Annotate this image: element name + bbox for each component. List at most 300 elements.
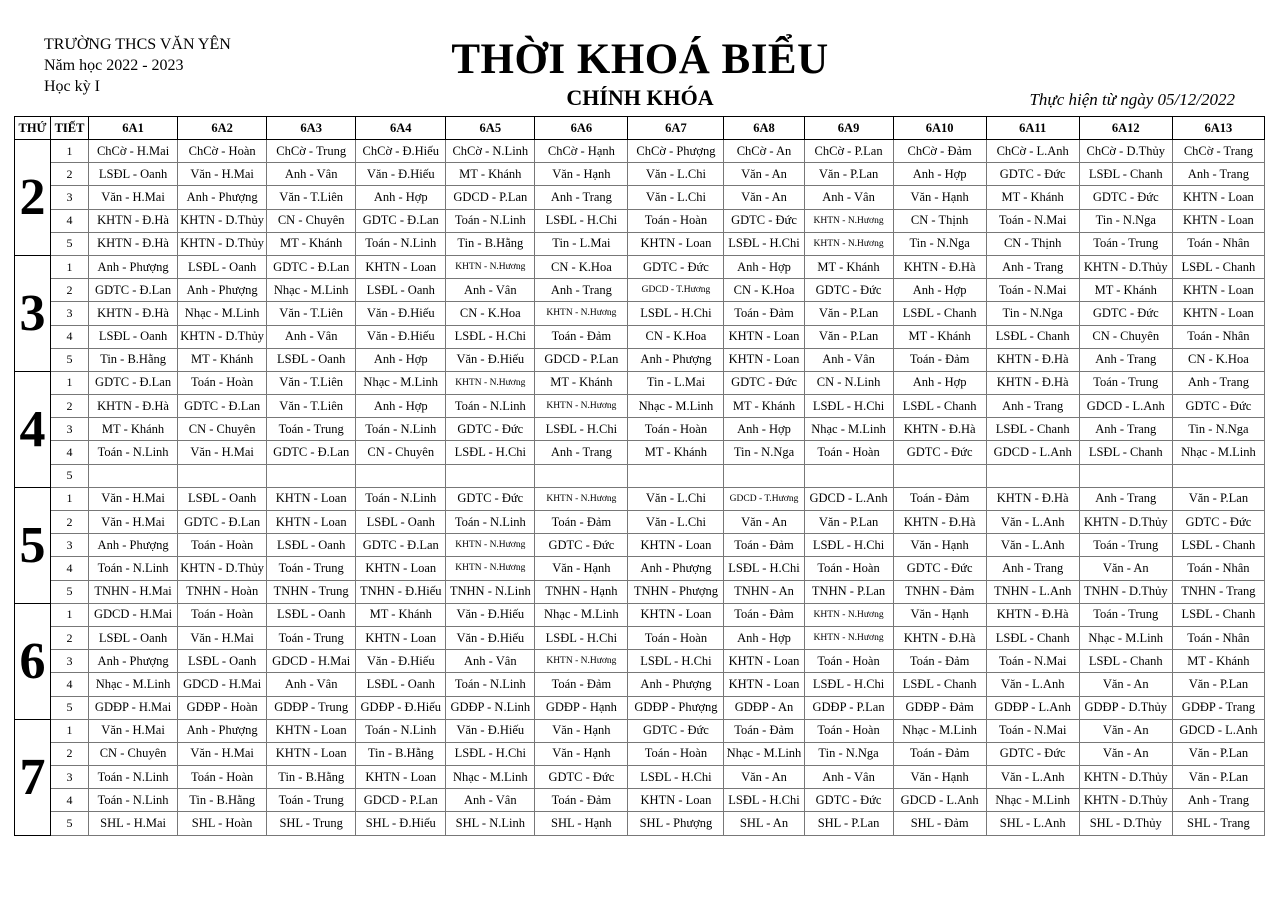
lesson-cell: KHTN - D.Thủy	[178, 557, 267, 580]
lesson-cell	[986, 464, 1079, 487]
lesson-cell: KHTN - Loan	[724, 325, 804, 348]
lesson-cell: GDTC - Đ.Lan	[178, 511, 267, 534]
timetable-row	[15, 650, 1265, 673]
period-number: 3	[51, 418, 89, 441]
lesson-cell: MT - Khánh	[986, 186, 1079, 209]
lesson-cell: Nhạc - M.Linh	[804, 418, 893, 441]
lesson-cell: LSĐL - Chanh	[1079, 650, 1172, 673]
lesson-cell: Văn - L.Chi	[628, 186, 724, 209]
lesson-cell: TNHN - Trung	[267, 580, 356, 603]
lesson-cell: LSĐL - Oanh	[178, 255, 267, 278]
lesson-cell: Anh - Phượng	[178, 279, 267, 302]
lesson-cell: Văn - P.Lan	[1172, 487, 1264, 510]
lesson-cell: SHL - P.Lan	[804, 812, 893, 835]
lesson-cell: Toán - N.Linh	[89, 557, 178, 580]
class-header: 6A10	[893, 117, 986, 140]
lesson-cell: Nhạc - M.Linh	[1172, 441, 1264, 464]
lesson-cell: GDCD - L.Anh	[893, 789, 986, 812]
lesson-cell: Anh - Trang	[1172, 789, 1264, 812]
lesson-cell: Anh - Hợp	[893, 163, 986, 186]
timetable-row	[15, 163, 1265, 186]
class-header: 6A6	[535, 117, 628, 140]
lesson-cell	[628, 464, 724, 487]
lesson-cell: GDTC - Đức	[804, 279, 893, 302]
lesson-cell: KHTN - Loan	[356, 626, 446, 649]
lesson-cell: Anh - Phượng	[89, 650, 178, 673]
lesson-cell: KHTN - Đ.Hà	[893, 255, 986, 278]
lesson-cell: Nhạc - M.Linh	[178, 302, 267, 325]
lesson-cell: LSĐL - Oanh	[267, 534, 356, 557]
lesson-cell: TNHN - L.Anh	[986, 580, 1079, 603]
class-header: 6A13	[1172, 117, 1264, 140]
lesson-cell: Toán - Hoàn	[804, 719, 893, 742]
lesson-cell: LSĐL - Chanh	[986, 626, 1079, 649]
lesson-cell: CN - K.Hoa	[1172, 348, 1264, 371]
lesson-cell: Văn - An	[1079, 742, 1172, 765]
lesson-cell: Văn - An	[724, 766, 804, 789]
lesson-cell: Văn - Đ.Hiếu	[356, 163, 446, 186]
lesson-cell: KHTN - Loan	[267, 511, 356, 534]
timetable-row	[15, 534, 1265, 557]
lesson-cell: Toán - Đảm	[535, 325, 628, 348]
lesson-cell: GDTC - Đức	[628, 719, 724, 742]
lesson-cell: KHTN - Đ.Hà	[986, 603, 1079, 626]
lesson-cell: LSĐL - H.Chi	[628, 302, 724, 325]
timetable-row	[15, 580, 1265, 603]
lesson-cell: Toán - N.Linh	[89, 789, 178, 812]
lesson-cell: Anh - Hợp	[356, 186, 446, 209]
lesson-cell: Văn - Đ.Hiếu	[356, 302, 446, 325]
lesson-cell: Văn - L.Anh	[986, 673, 1079, 696]
lesson-cell: SHL - N.Linh	[446, 812, 535, 835]
timetable-row	[15, 766, 1265, 789]
lesson-cell: CN - Thịnh	[986, 232, 1079, 255]
lesson-cell: Tin - B.Hằng	[178, 789, 267, 812]
lesson-cell: MT - Khánh	[267, 232, 356, 255]
lesson-cell: KHTN - Loan	[267, 742, 356, 765]
lesson-cell: ChCờ - Đ.Hiếu	[356, 140, 446, 163]
day-label: 6	[15, 603, 51, 719]
lesson-cell: CN - K.Hoa	[724, 279, 804, 302]
lesson-cell: ChCờ - Trang	[1172, 140, 1264, 163]
period-number: 4	[51, 209, 89, 232]
lesson-cell: KHTN - D.Thủy	[178, 325, 267, 348]
lesson-cell: Anh - Trang	[1079, 487, 1172, 510]
lesson-cell: Toán - Trung	[1079, 232, 1172, 255]
lesson-cell: Anh - Vân	[267, 325, 356, 348]
lesson-cell: Nhạc - M.Linh	[446, 766, 535, 789]
lesson-cell: KHTN - Loan	[724, 650, 804, 673]
lesson-cell: Toán - Đảm	[535, 789, 628, 812]
lesson-cell: MT - Khánh	[804, 255, 893, 278]
lesson-cell: LSĐL - Chanh	[1172, 534, 1264, 557]
period-number: 5	[51, 696, 89, 719]
lesson-cell: Tin - B.Hằng	[89, 348, 178, 371]
period-number: 3	[51, 186, 89, 209]
lesson-cell: SHL - Trang	[1172, 812, 1264, 835]
lesson-cell: LSĐL - Oanh	[356, 673, 446, 696]
lesson-cell: ChCờ - L.Anh	[986, 140, 1079, 163]
lesson-cell: Anh - Trang	[1172, 371, 1264, 394]
lesson-cell: GDĐP - Hoàn	[178, 696, 267, 719]
lesson-cell: Toán - N.Linh	[356, 487, 446, 510]
lesson-cell: Toán - Trung	[1079, 371, 1172, 394]
lesson-cell: Toán - N.Linh	[446, 511, 535, 534]
timetable-row	[15, 418, 1265, 441]
period-number: 5	[51, 580, 89, 603]
lesson-cell: GDĐP - Hạnh	[535, 696, 628, 719]
lesson-cell: LSĐL - H.Chi	[724, 232, 804, 255]
timetable-row	[15, 696, 1265, 719]
lesson-cell: KHTN - Đ.Hà	[893, 511, 986, 534]
lesson-cell: Toán - Đảm	[724, 719, 804, 742]
lesson-cell: Toán - N.Mai	[986, 719, 1079, 742]
day-label: 2	[15, 140, 51, 256]
lesson-cell: Anh - Vân	[446, 650, 535, 673]
timetable-row	[15, 487, 1265, 510]
period-number: 4	[51, 325, 89, 348]
lesson-cell: GDCD - L.Anh	[1079, 395, 1172, 418]
day-label: 3	[15, 255, 51, 371]
lesson-cell: Toán - Đảm	[893, 348, 986, 371]
lesson-cell: GDTC - Đức	[1172, 511, 1264, 534]
lesson-cell: ChCờ - An	[724, 140, 804, 163]
lesson-cell: Toán - Hoàn	[178, 534, 267, 557]
class-header: 6A4	[356, 117, 446, 140]
lesson-cell: Văn - L.Anh	[986, 511, 1079, 534]
lesson-cell: LSĐL - Oanh	[89, 163, 178, 186]
lesson-cell: Anh - Trang	[986, 255, 1079, 278]
lesson-cell: LSĐL - Chanh	[893, 395, 986, 418]
lesson-cell: KHTN - Đ.Hà	[89, 232, 178, 255]
lesson-cell: Toán - Đảm	[893, 742, 986, 765]
lesson-cell: KHTN - Đ.Hà	[986, 371, 1079, 394]
lesson-cell: MT - Khánh	[89, 418, 178, 441]
lesson-cell: SHL - Trung	[267, 812, 356, 835]
lesson-cell: ChCờ - H.Mai	[89, 140, 178, 163]
lesson-cell: Văn - Hạnh	[535, 163, 628, 186]
period-number: 1	[51, 719, 89, 742]
lesson-cell: KHTN - N.Hương	[804, 209, 893, 232]
lesson-cell	[446, 464, 535, 487]
lesson-cell: Toán - N.Linh	[356, 418, 446, 441]
lesson-cell: Toán - Hoàn	[628, 418, 724, 441]
lesson-cell: KHTN - N.Hương	[446, 255, 535, 278]
lesson-cell: KHTN - Loan	[724, 673, 804, 696]
lesson-cell: Văn - H.Mai	[89, 719, 178, 742]
lesson-cell: KHTN - D.Thủy	[1079, 511, 1172, 534]
lesson-cell: GDĐP - An	[724, 696, 804, 719]
lesson-cell: Toán - N.Linh	[446, 395, 535, 418]
period-number: 2	[51, 395, 89, 418]
lesson-cell: Toán - Hoàn	[628, 742, 724, 765]
lesson-cell: TNHN - Trang	[1172, 580, 1264, 603]
lesson-cell: LSĐL - H.Chi	[724, 789, 804, 812]
lesson-cell: Anh - Trang	[1079, 348, 1172, 371]
lesson-cell: Anh - Hợp	[724, 418, 804, 441]
lesson-cell: Nhạc - M.Linh	[628, 395, 724, 418]
lesson-cell: Văn - Hạnh	[893, 766, 986, 789]
lesson-cell: MT - Khánh	[1079, 279, 1172, 302]
lesson-cell: Toán - N.Linh	[89, 441, 178, 464]
lesson-cell: GDĐP - Trang	[1172, 696, 1264, 719]
lesson-cell: Văn - Hạnh	[893, 186, 986, 209]
lesson-cell: GDTC - Đức	[535, 534, 628, 557]
lesson-cell: Tin - B.Hằng	[446, 232, 535, 255]
lesson-cell: Văn - Hạnh	[893, 603, 986, 626]
lesson-cell: Toán - Hoàn	[804, 557, 893, 580]
lesson-cell: Văn - Hạnh	[893, 534, 986, 557]
lesson-cell: GDTC - Đ.Lan	[356, 209, 446, 232]
lesson-cell: Toán - N.Mai	[986, 650, 1079, 673]
lesson-cell: Anh - Phượng	[178, 719, 267, 742]
lesson-cell: CN - K.Hoa	[446, 302, 535, 325]
day-label: 4	[15, 371, 51, 487]
lesson-cell: Anh - Trang	[1172, 163, 1264, 186]
lesson-cell: TNHN - D.Thủy	[1079, 580, 1172, 603]
timetable-row	[15, 348, 1265, 371]
lesson-cell: Anh - Phượng	[628, 673, 724, 696]
lesson-cell: LSĐL - Oanh	[356, 279, 446, 302]
lesson-cell: Văn - H.Mai	[178, 163, 267, 186]
lesson-cell: Văn - H.Mai	[178, 441, 267, 464]
lesson-cell: LSĐL - Oanh	[89, 626, 178, 649]
timetable-body	[15, 140, 1265, 836]
lesson-cell: Văn - Đ.Hiếu	[446, 348, 535, 371]
lesson-cell: Anh - Vân	[804, 186, 893, 209]
lesson-cell: Anh - Trang	[986, 557, 1079, 580]
period-number: 3	[51, 534, 89, 557]
lesson-cell: Toán - Hoàn	[804, 650, 893, 673]
lesson-cell: KHTN - Loan	[1172, 279, 1264, 302]
lesson-cell: ChCờ - Đảm	[893, 140, 986, 163]
lesson-cell: Văn - Đ.Hiếu	[356, 325, 446, 348]
class-header: 6A2	[178, 117, 267, 140]
lesson-cell: Nhạc - M.Linh	[1079, 626, 1172, 649]
timetable-row	[15, 302, 1265, 325]
lesson-cell	[1172, 464, 1264, 487]
lesson-cell: Văn - An	[1079, 719, 1172, 742]
lesson-cell: Anh - Phượng	[628, 557, 724, 580]
period-number: 4	[51, 789, 89, 812]
lesson-cell: LSĐL - Chanh	[893, 673, 986, 696]
lesson-cell: GDĐP - D.Thủy	[1079, 696, 1172, 719]
lesson-cell: Anh - Vân	[446, 789, 535, 812]
lesson-cell: Tin - B.Hằng	[267, 766, 356, 789]
lesson-cell	[893, 464, 986, 487]
timetable-header-row	[15, 117, 1265, 140]
period-number: 4	[51, 673, 89, 696]
school-year: Năm học 2022 - 2023	[44, 57, 184, 74]
timetable-row	[15, 279, 1265, 302]
class-header: 6A1	[89, 117, 178, 140]
lesson-cell: GDTC - Đ.Lan	[89, 371, 178, 394]
period-number: 1	[51, 371, 89, 394]
lesson-cell: Văn - An	[1079, 557, 1172, 580]
lesson-cell: GDTC - Đức	[986, 742, 1079, 765]
lesson-cell: LSĐL - H.Chi	[804, 673, 893, 696]
lesson-cell: Nhạc - M.Linh	[89, 673, 178, 696]
period-number: 3	[51, 766, 89, 789]
timetable-row	[15, 742, 1265, 765]
lesson-cell: LSĐL - H.Chi	[535, 418, 628, 441]
lesson-cell: TNHN - An	[724, 580, 804, 603]
lesson-cell: Toán - Trung	[267, 557, 356, 580]
lesson-cell: Anh - Hợp	[724, 626, 804, 649]
period-number: 5	[51, 464, 89, 487]
lesson-cell: GDTC - Đ.Lan	[89, 279, 178, 302]
lesson-cell: LSĐL - H.Chi	[446, 742, 535, 765]
timetable-row	[15, 511, 1265, 534]
lesson-cell: CN - Chuyên	[89, 742, 178, 765]
lesson-cell: Tin - B.Hằng	[356, 742, 446, 765]
lesson-cell: Văn - Hạnh	[535, 557, 628, 580]
lesson-cell: ChCờ - Hoàn	[178, 140, 267, 163]
lesson-cell: Văn - An	[1079, 673, 1172, 696]
lesson-cell: ChCờ - Trung	[267, 140, 356, 163]
timetable-row	[15, 464, 1265, 487]
lesson-cell: KHTN - D.Thủy	[1079, 255, 1172, 278]
lesson-cell: Toán - Đảm	[893, 650, 986, 673]
lesson-cell: Văn - An	[724, 186, 804, 209]
lesson-cell: Văn - H.Mai	[178, 742, 267, 765]
lesson-cell: Tin - N.Nga	[1172, 418, 1264, 441]
timetable-row	[15, 673, 1265, 696]
lesson-cell: KHTN - Đ.Hà	[986, 348, 1079, 371]
lesson-cell: GDTC - Đức	[535, 766, 628, 789]
class-header: 6A11	[986, 117, 1079, 140]
lesson-cell: Toán - Hoàn	[178, 766, 267, 789]
lesson-cell: Toán - Trung	[267, 418, 356, 441]
lesson-cell: GDTC - Đức	[804, 789, 893, 812]
lesson-cell: TNHN - Đảm	[893, 580, 986, 603]
lesson-cell: CN - Chuyên	[356, 441, 446, 464]
lesson-cell: Toán - Hoàn	[628, 209, 724, 232]
lesson-cell: Văn - Đ.Hiếu	[446, 603, 535, 626]
period-number: 5	[51, 232, 89, 255]
lesson-cell: Văn - P.Lan	[804, 511, 893, 534]
lesson-cell: LSĐL - Oanh	[178, 487, 267, 510]
lesson-cell: Tin - L.Mai	[535, 232, 628, 255]
lesson-cell: KHTN - Loan	[628, 232, 724, 255]
timetable-row	[15, 325, 1265, 348]
lesson-cell: Toán - N.Linh	[356, 232, 446, 255]
lesson-cell: GDCD - P.Lan	[535, 348, 628, 371]
lesson-cell: KHTN - Đ.Hà	[89, 209, 178, 232]
lesson-cell: KHTN - N.Hương	[446, 557, 535, 580]
lesson-cell: SHL - H.Mai	[89, 812, 178, 835]
lesson-cell: GDTC - Đức	[986, 163, 1079, 186]
lesson-cell: KHTN - Loan	[356, 766, 446, 789]
period-number: 1	[51, 603, 89, 626]
lesson-cell: CN - Thịnh	[893, 209, 986, 232]
lesson-cell: SHL - D.Thủy	[1079, 812, 1172, 835]
lesson-cell: Anh - Vân	[267, 163, 356, 186]
lesson-cell: Anh - Trang	[535, 186, 628, 209]
period-number: 4	[51, 441, 89, 464]
lesson-cell: Anh - Vân	[446, 279, 535, 302]
period-number: 5	[51, 348, 89, 371]
lesson-cell: TNHN - P.Lan	[804, 580, 893, 603]
page-subtitle: CHÍNH KHÓA	[566, 85, 714, 110]
lesson-cell: LSĐL - H.Chi	[804, 395, 893, 418]
lesson-cell: GDTC - Đức	[724, 209, 804, 232]
lesson-cell: Văn - L.Anh	[986, 766, 1079, 789]
lesson-cell: GDTC - Đức	[1079, 186, 1172, 209]
lesson-cell: Toán - Đảm	[724, 534, 804, 557]
lesson-cell: KHTN - N.Hương	[535, 302, 628, 325]
period-number: 2	[51, 279, 89, 302]
lesson-cell: GDĐP - N.Linh	[446, 696, 535, 719]
lesson-cell: LSĐL - Chanh	[986, 418, 1079, 441]
period-number: 2	[51, 742, 89, 765]
lesson-cell: GDĐP - P.Lan	[804, 696, 893, 719]
lesson-cell: Nhạc - M.Linh	[356, 371, 446, 394]
lesson-cell: TNHN - N.Linh	[446, 580, 535, 603]
lesson-cell: ChCờ - N.Linh	[446, 140, 535, 163]
lesson-cell: SHL - L.Anh	[986, 812, 1079, 835]
period-number: 2	[51, 626, 89, 649]
lesson-cell	[724, 464, 804, 487]
lesson-cell: GDCD - P.Lan	[356, 789, 446, 812]
day-label: 5	[15, 487, 51, 603]
period-number: 2	[51, 511, 89, 534]
lesson-cell: Toán - Hoàn	[628, 626, 724, 649]
lesson-cell: KHTN - N.Hương	[804, 232, 893, 255]
lesson-cell: GDCD - T.Hương	[724, 487, 804, 510]
lesson-cell: GDĐP - L.Anh	[986, 696, 1079, 719]
lesson-cell: KHTN - Đ.Hà	[89, 302, 178, 325]
lesson-cell: CN - Chuyên	[178, 418, 267, 441]
lesson-cell: Văn - T.Liên	[267, 302, 356, 325]
lesson-cell: GDTC - Đức	[724, 371, 804, 394]
lesson-cell: SHL - Phượng	[628, 812, 724, 835]
lesson-cell: Nhạc - M.Linh	[986, 789, 1079, 812]
lesson-cell: Toán - Trung	[1079, 534, 1172, 557]
lesson-cell	[356, 464, 446, 487]
lesson-cell: GDĐP - Đ.Hiếu	[356, 696, 446, 719]
lesson-cell: Toán - Nhân	[1172, 232, 1264, 255]
period-number: 2	[51, 163, 89, 186]
lesson-cell: Toán - Trung	[267, 626, 356, 649]
lesson-cell: KHTN - Loan	[267, 487, 356, 510]
lesson-cell: Văn - H.Mai	[178, 626, 267, 649]
class-header: 6A7	[628, 117, 724, 140]
lesson-cell: LSĐL - Chanh	[1079, 163, 1172, 186]
lesson-cell	[535, 464, 628, 487]
lesson-cell: Văn - H.Mai	[89, 511, 178, 534]
timetable-row	[15, 603, 1265, 626]
school-name: TRƯỜNG THCS VĂN YÊN	[44, 36, 231, 53]
lesson-cell: MT - Khánh	[628, 441, 724, 464]
timetable-row	[15, 371, 1265, 394]
lesson-cell: KHTN - N.Hương	[804, 626, 893, 649]
period-number: 4	[51, 557, 89, 580]
lesson-cell: CN - Chuyên	[1079, 325, 1172, 348]
lesson-cell: Văn - L.Chi	[628, 163, 724, 186]
lesson-cell: Văn - P.Lan	[804, 302, 893, 325]
lesson-cell: Anh - Vân	[804, 766, 893, 789]
lesson-cell: KHTN - D.Thủy	[1079, 789, 1172, 812]
lesson-cell: KHTN - N.Hương	[535, 395, 628, 418]
lesson-cell	[804, 464, 893, 487]
lesson-cell: Văn - Đ.Hiếu	[446, 626, 535, 649]
day-label: 7	[15, 719, 51, 835]
lesson-cell: KHTN - Loan	[628, 789, 724, 812]
lesson-cell: KHTN - D.Thủy	[178, 232, 267, 255]
period-number: 1	[51, 140, 89, 163]
timetable-row	[15, 719, 1265, 742]
